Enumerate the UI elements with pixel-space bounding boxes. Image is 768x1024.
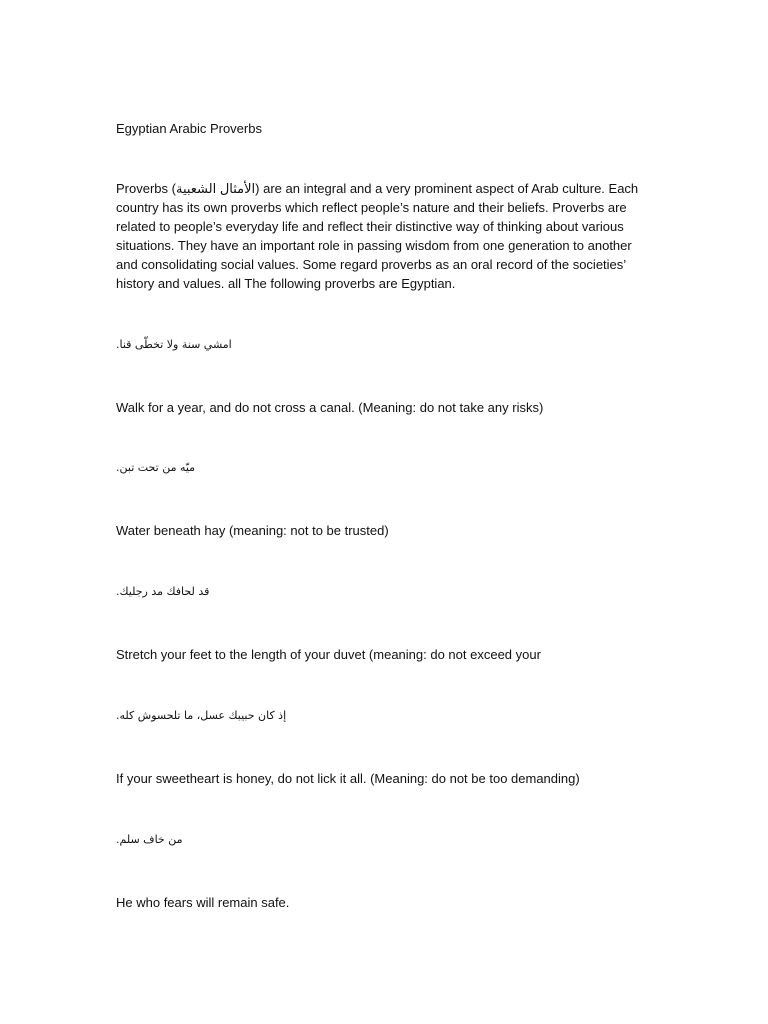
intro-line: Proverbs (الأمثال الشعبية) are an integral and a very prominent aspect of Arab culture. Each [116,181,639,196]
proverb-arabic: من خاف سلم. [116,833,183,846]
intro-line: history and values. all The following proverbs are Egyptian. [116,276,456,291]
proverb-english: Walk for a year, and do not cross a canal. (Meaning: do not take any risks) [116,400,544,415]
proverb-english: Water beneath hay (meaning: not to be trusted) [116,523,389,538]
proverb-arabic: ميّه من تحت تبن. [116,461,196,474]
proverb-arabic: إذ كان حبيبك عسل، ما تلحسوش كله. [116,709,287,722]
intro-line: and consolidating social values. Some regard proverbs as an oral record of the societies’ [116,257,627,272]
proverb-english: He who fears will remain safe. [116,895,290,910]
intro-line: situations. They have an important role in passing wisdom from one generation to another [116,238,632,253]
intro-line: related to people’s everyday life and reflect their distinctive way of thinking about various [116,219,624,234]
proverb-english: If your sweetheart is honey, do not lick it all. (Meaning: do not be too demanding) [116,771,580,786]
intro-line: country has its own proverbs which reflect people’s nature and their beliefs. Proverbs are [116,200,627,215]
document-title: Egyptian Arabic Proverbs [116,121,262,136]
proverb-english: Stretch your feet to the length of your duvet (meaning: do not exceed your [116,647,541,662]
proverb-arabic: امشي سنة ولا تخطّى قنا. [116,338,232,351]
proverb-arabic: قد لحافك مد رجليك. [116,585,210,598]
intro-paragraph [116,179,656,293]
